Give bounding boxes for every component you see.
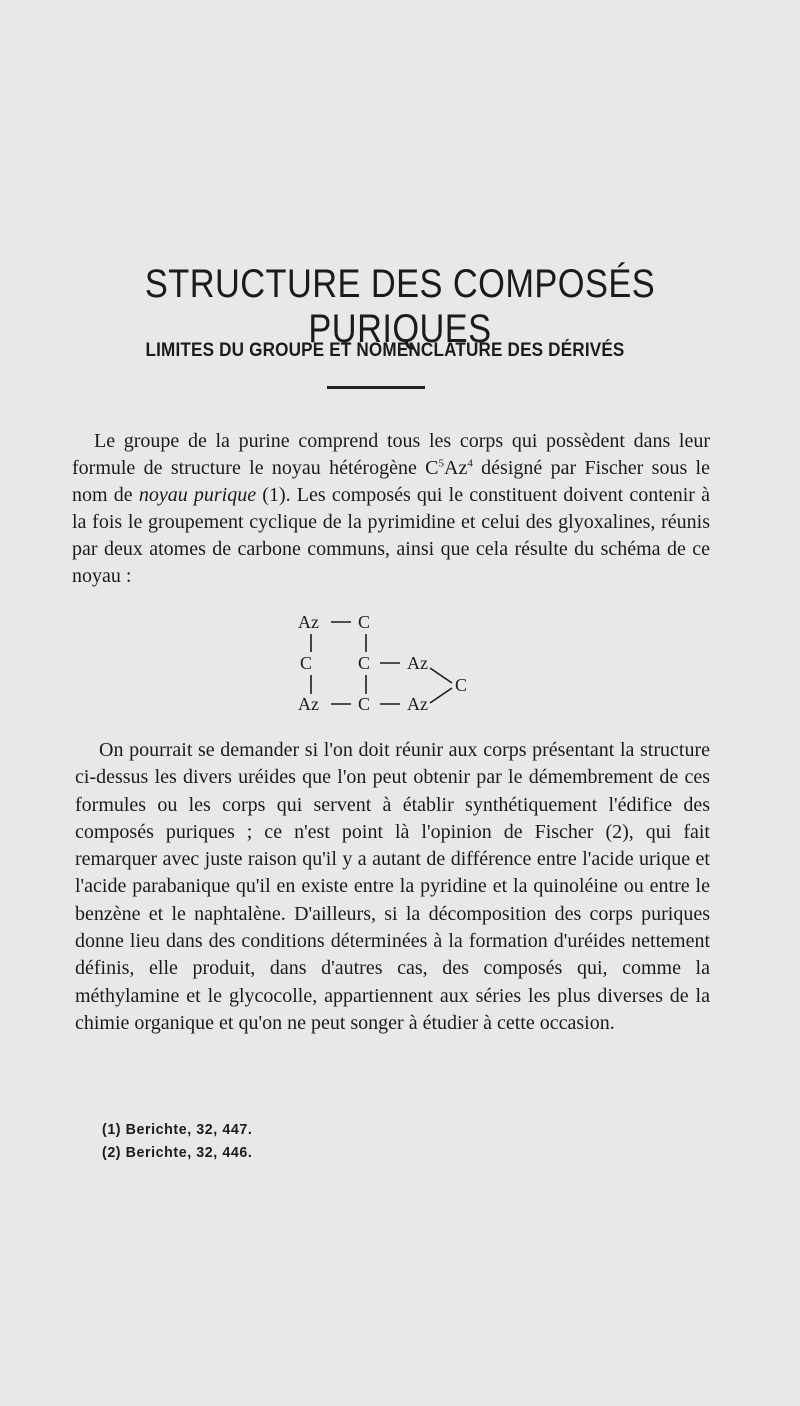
superscript-4: 4 bbox=[467, 457, 473, 470]
purine-nucleus-scheme bbox=[285, 606, 485, 721]
scheme-bond bbox=[430, 668, 452, 683]
paragraph-intro bbox=[72, 428, 710, 590]
scheme-c-middle: C bbox=[358, 653, 371, 673]
scheme-bond bbox=[430, 688, 452, 703]
scheme-c-right: C bbox=[455, 675, 468, 695]
scheme-az-right-top: Az bbox=[407, 653, 428, 673]
scheme-az-right-bottom: Az bbox=[407, 694, 428, 714]
noyau-purique-term: noyau purique bbox=[138, 484, 257, 506]
paragraph-discussion: On pourrait se demander si l'on doit réunir aux corps présentant la structure ci-dessus les divers uréides que l'on peut obtenir par le démembrement de ces formules ou les corps qui servent à établir synthétiquement l'édifice des composés puriques ; ce n'est point là l'opinion de Fischer (2), qui fait remarquer avec juste raison qu'il y a autant de différence entre l'acide urique et l'acide parabanique qu'il en existe entre la pyridine et la quinoléine ou entre le benzène et le naphtalène. D'ailleurs, si la décomposition des corps puriques donne lieu dans des conditions déterminées à la formation d'uréides nettement définis, elle produit, dans d'autres cas, des composés qui, comme la méthylamine et le glycocolle, appartiennent aux séries les plus diverses de la chimie organique et qu'on ne peut songer à étudier à cette occasion. bbox=[75, 739, 710, 1034]
superscript-5: 5 bbox=[438, 457, 445, 470]
footnote-2: (2) Berichte, 32, 446. bbox=[102, 1144, 253, 1161]
title-divider bbox=[327, 386, 425, 389]
scheme-az-bottom: Az bbox=[298, 694, 319, 714]
scheme-c-bottom: C bbox=[358, 694, 371, 714]
page-subtitle: LIMITES DU GROUPE ET NOMENCLATURE DES DÉRIVÉS bbox=[145, 340, 625, 361]
scheme-c-left: C bbox=[300, 653, 313, 673]
paragraph-intro-text-2: Az bbox=[444, 457, 468, 479]
paragraph-intro-text-4: (1). Les composés qui le constituent doivent contenir à la fois le groupement cyclique de la pyrimidine et celui des glyoxalines, réunis par deux atomes de carbone communs, ainsi que cela résulte du schéma de ce noyau : bbox=[72, 484, 710, 587]
page-title: STRUCTURE DES COMPOSÉS PURIQUES bbox=[144, 262, 656, 351]
footnote-1: (1) Berichte, 32, 447. bbox=[102, 1121, 253, 1138]
scheme-az-top: Az bbox=[298, 612, 319, 632]
paragraph-intro-text-1: Le groupe de la purine comprend tous les corps qui possèdent dans leur formule de structure le noyau hétérogène C bbox=[72, 430, 710, 479]
paragraph-intro-text-3: désigné par Fischer sous le nom de bbox=[72, 457, 710, 506]
scheme-c-top: C bbox=[358, 612, 371, 632]
